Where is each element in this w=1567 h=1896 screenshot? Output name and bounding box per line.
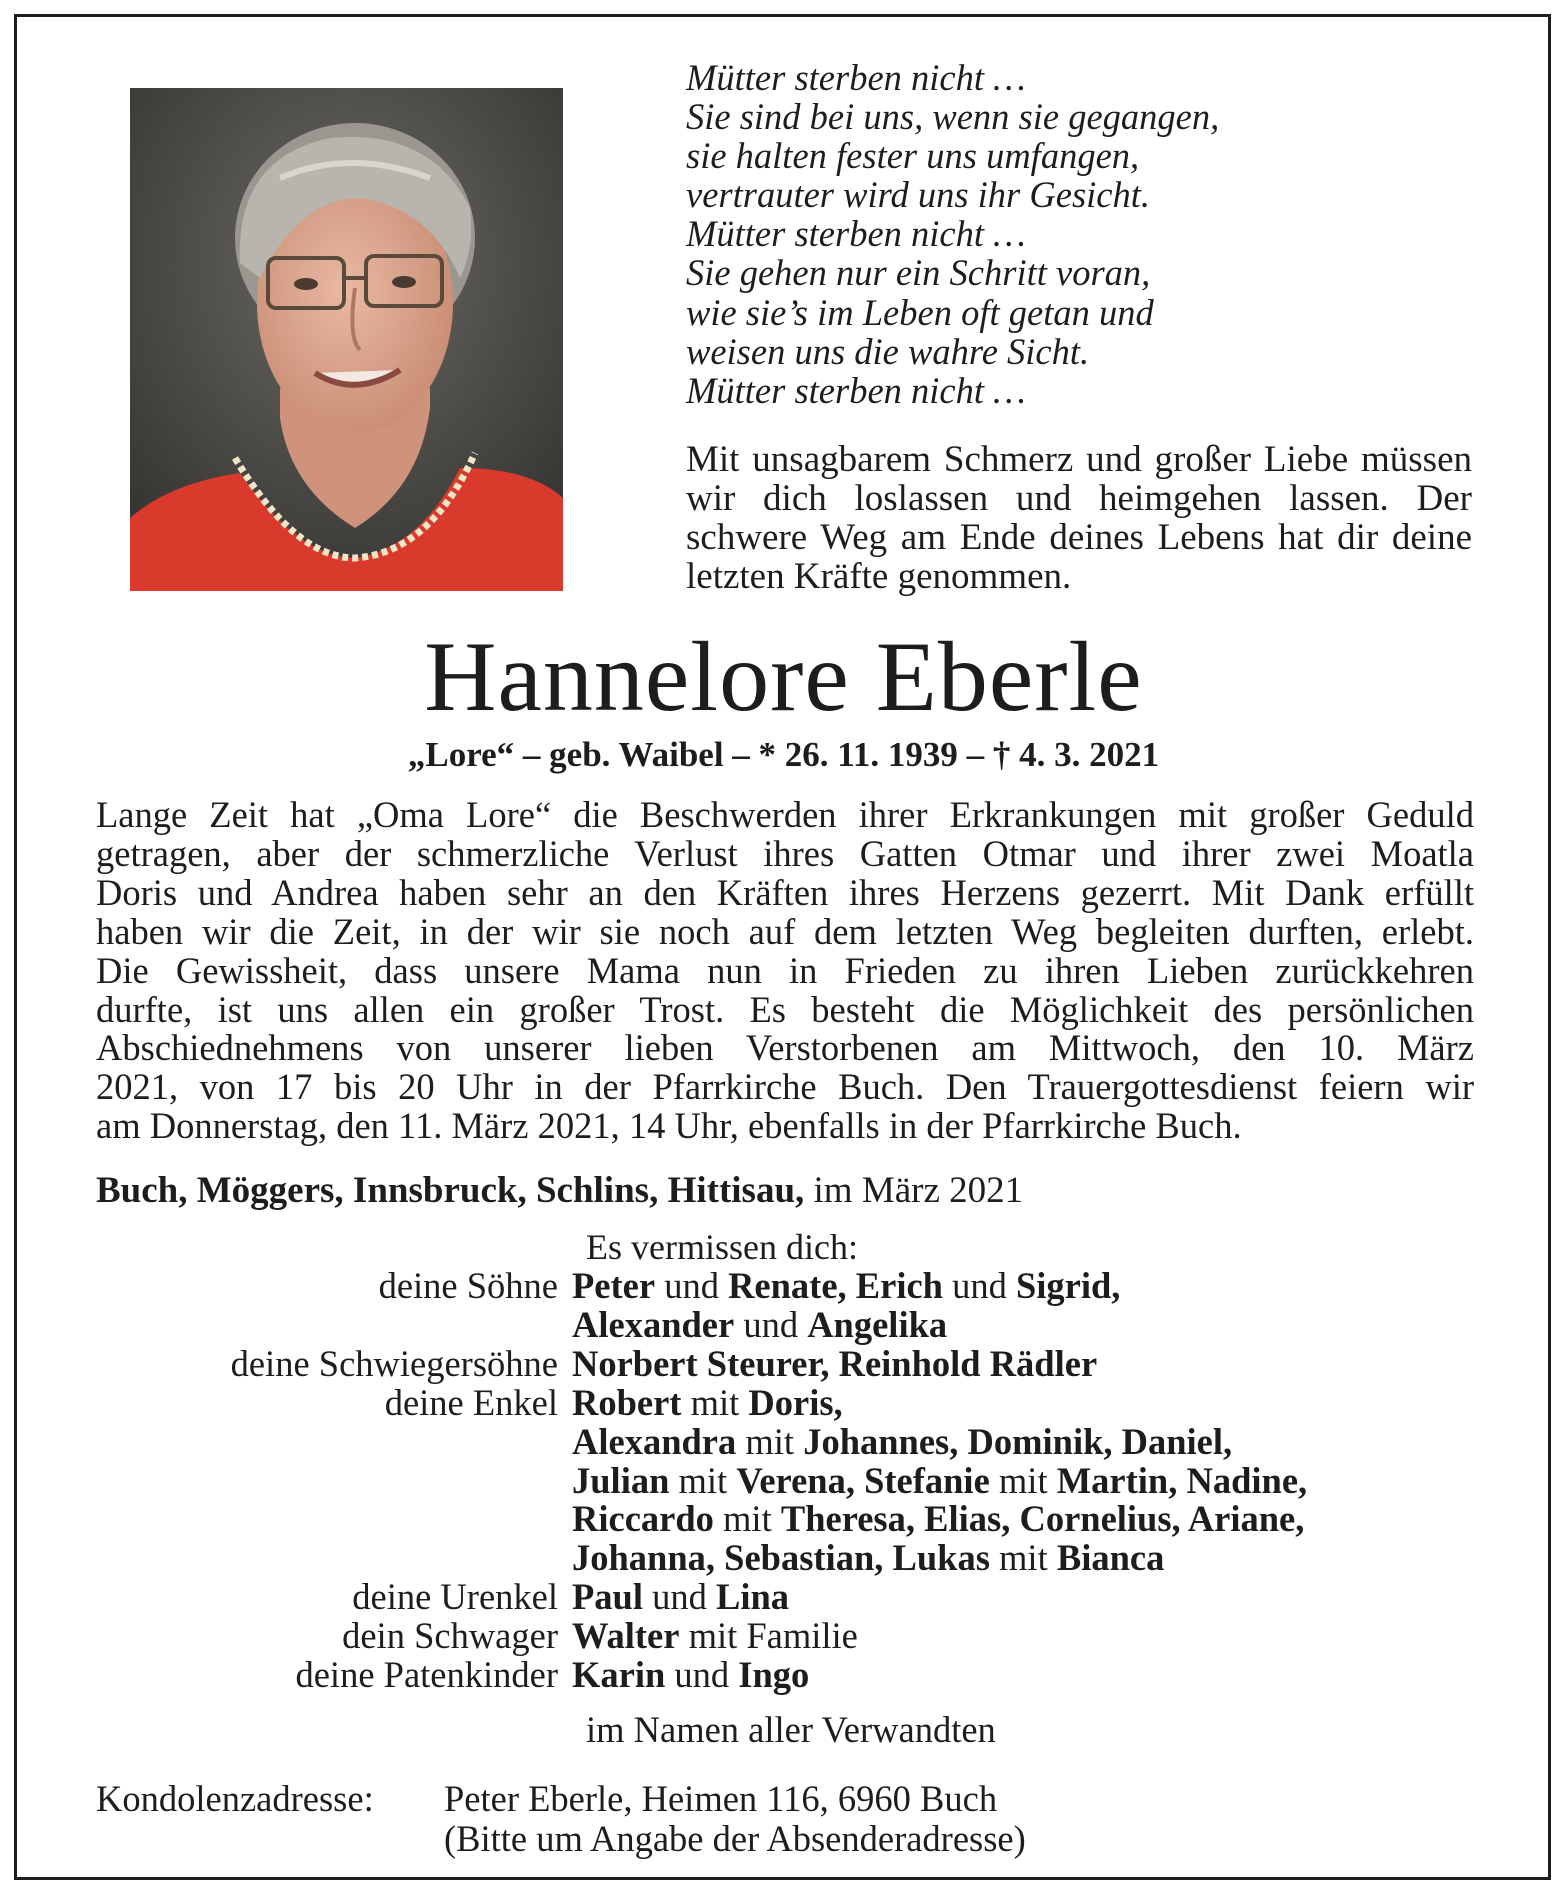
poem-line: wie sie’s im Leben oft getan und	[686, 291, 1154, 333]
mourner-names: Robert mit Doris,	[572, 1381, 843, 1423]
mourner-names: Alexander und Angelika	[572, 1303, 948, 1345]
mourners-heading: Es vermissen dich:	[586, 1227, 858, 1267]
relation-label: deine Patenkinder	[295, 1654, 558, 1696]
mourner-names: Walter mit Familie	[572, 1615, 858, 1657]
body-line: durfte, ist uns allen ein großer Trost. Es besteht die Möglichkeit des persönlichen	[96, 988, 1474, 1030]
mourner-names: Peter und Renate, Erich und Sigrid,	[572, 1265, 1121, 1306]
poem-line: vertrauter wird uns ihr Gesicht.	[686, 174, 1151, 216]
mourner-row	[0, 1342, 1567, 1384]
address-line: Peter Eberle, Heimen 116, 6960 Buch	[444, 1778, 998, 1819]
places: Buch, Möggers, Innsbruck, Schlins, Hittisau,	[96, 1170, 805, 1211]
body-line: Die Gewissheit, dass unsere Mama nun in Frieden zu ihren Lieben zurückkehren	[96, 949, 1474, 991]
date-line: im März 2021	[813, 1170, 1024, 1211]
intro-paragraph: Mit unsagbarem Schmerz und großer Liebe müssen wir dich loslassen und heimgehen lassen. Der schwere Weg am Ende deines Lebens hat dir deine letzten Kräfte genommen.	[686, 439, 1472, 597]
mourner-row	[0, 1267, 1567, 1306]
relation-label	[0, 1423, 572, 1462]
mourner-row	[0, 1459, 1567, 1501]
relation-label	[0, 1539, 572, 1578]
mourner-names: Johanna, Sebastian, Lukas mit Bianca	[572, 1537, 1165, 1579]
poem-line: weisen uns die wahre Sicht.	[686, 330, 1090, 372]
condolence-address	[96, 1779, 1026, 1859]
body-line: haben wir die Zeit, in der wir sie noch auf dem letzten Weg begleiten durften, erlebt.	[96, 910, 1474, 952]
mourner-row	[0, 1656, 1567, 1695]
address-label: Kondolenzadresse:	[96, 1778, 374, 1819]
poem-line: sie halten fester uns umfangen,	[686, 135, 1140, 177]
poem-line: Mütter sterben nicht …	[686, 57, 1026, 98]
relation-label: deine Söhne	[378, 1265, 558, 1306]
poem-line: Sie sind bei uns, wenn sie gegangen,	[686, 96, 1220, 138]
mourner-names: Paul und Lina	[572, 1576, 790, 1618]
mourners-list	[0, 1267, 1567, 1695]
relation-label: deine Schwiegersöhne	[230, 1342, 558, 1384]
body-paragraph	[96, 796, 1474, 1146]
place-date-line	[96, 1171, 1496, 1211]
body-line: 2021, von 17 bis 20 Uhr in der Pfarrkirche Buch. Den Trauergottesdienst feiern wir	[96, 1066, 1474, 1108]
deceased-name: Hannelore Eberle	[424, 621, 1143, 732]
closing-line: im Namen aller Verwandten	[586, 1709, 996, 1750]
relation-label	[0, 1462, 572, 1501]
body-line: am Donnerstag, den 11. März 2021, 14 Uhr, ebenfalls in der Pfarrkirche Buch.	[96, 1105, 1242, 1147]
relation-label: deine Enkel	[384, 1381, 558, 1423]
mourner-row	[0, 1500, 1567, 1539]
mourner-row	[0, 1381, 1567, 1423]
mourner-row	[0, 1303, 1567, 1345]
relation-label: deine Urenkel	[352, 1576, 558, 1618]
relation-label	[0, 1500, 572, 1539]
mourner-names: Karin und Ingo	[572, 1654, 810, 1696]
body-line: Abschiednehmens von unserer lieben Verstorbenen am Mittwoch, den 10. März	[96, 1027, 1474, 1069]
body-line: Lange Zeit hat „Oma Lore“ die Beschwerden ihrer Erkrankungen mit großer Geduld	[96, 794, 1474, 835]
mourner-row	[0, 1617, 1567, 1656]
relation-label	[0, 1306, 572, 1345]
mourner-names: Julian mit Verena, Stefanie mit Martin, Nadine,	[572, 1459, 1308, 1501]
poem-line: Mütter sterben nicht …	[686, 213, 1026, 255]
relation-label: dein Schwager	[342, 1615, 558, 1657]
body-line: getragen, aber der schmerzliche Verlust ihres Gatten Otmar und ihrer zwei Moatla	[96, 832, 1474, 874]
portrait-photo	[130, 88, 563, 591]
name-subtitle: „Lore“ – geb. Waibel – * 26. 11. 1939 – † 4. 3. 2021	[407, 735, 1160, 774]
mourner-row	[0, 1539, 1567, 1578]
mourner-names: Alexandra mit Johannes, Dominik, Daniel,	[572, 1420, 1233, 1462]
body-line: Doris und Andrea haben sehr an den Kräften ihres Herzens gezerrt. Mit Dank erfüllt	[96, 871, 1474, 913]
poem	[686, 58, 1486, 410]
mourner-row	[0, 1420, 1567, 1462]
mourner-row	[0, 1578, 1567, 1617]
poem-line: Mütter sterben nicht …	[686, 369, 1026, 411]
address-note: (Bitte um Angabe der Absenderadresse)	[444, 1818, 1026, 1859]
poem-line: Sie gehen nur ein Schritt voran,	[686, 252, 1151, 294]
mourner-names: Riccardo mit Theresa, Elias, Cornelius, Ariane,	[572, 1498, 1305, 1540]
mourner-names: Norbert Steurer, Reinhold Rädler	[572, 1342, 1098, 1384]
